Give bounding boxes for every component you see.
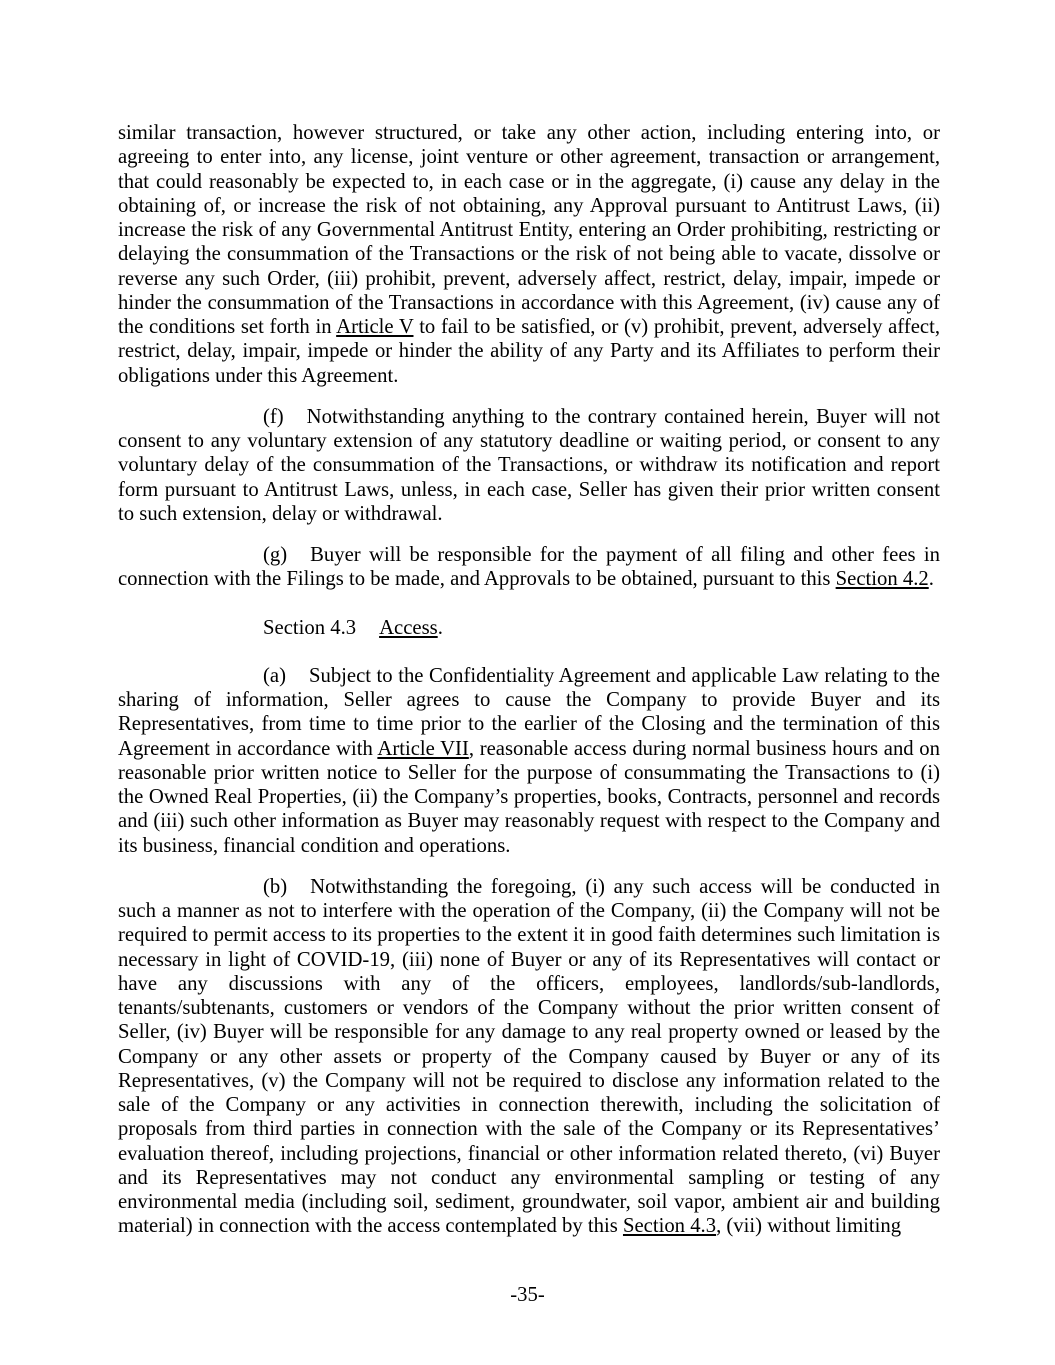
text-run: to fail to be satisfied, or (v) prohibit, prevent, adversely affect, restrict, delay, impair, impede or hinder the ability of any Party and its Affiliates to perform their obligations under this Agreement. [118,316,940,387]
underlined-reference: Article VII [377,737,469,760]
paragraph-f [118,405,940,526]
text-run: Notwithstanding the foregoing, (i) any such access will be conducted in such a manner as not to interfere with the operation of the Company, (ii) the Company will not be required to permit access to its properties to the extent it in good faith determines such limitation is necessary in light of COVID-19, (iii) none of Buyer or any of its Representatives will contact or have any discussions with any of the officers, employees, landlords/sub-landlords, tenants/subtenants, customers or vendors of the Company without the prior written consent of Seller, (iv) Buyer will be responsible for any damage to any real property owned or leased by the Company or any other assets or property of the Company caused by Buyer or any of its Representatives, (v) the Company will not be required to disclose any information related to the sale of the Company or any activities in connection therewith, including the solicitation of proposals from third parties in connection with the sale of the Company or its Representatives’ evaluation thereof, including projections, financial or other information related thereto, (vi) Buyer and its Representatives may not conduct any environmental sampling or testing of any environmental media (including soil, sediment, groundwater, soil vapor, ambient air and building material) in connection with the access contemplated by this [118,875,940,1238]
text-run: , (vii) without limiting [716,1215,902,1238]
paragraph-b [118,875,940,1239]
text-run: (b) [263,875,288,898]
text-run: Section 4.3 [263,616,357,639]
text-run: (f) [263,405,284,428]
text-run: Notwithstanding anything to the contrary contained herein, Buyer will not consent to any voluntary extension of any statutory deadline or waiting period, or consent to any voluntary delay of the consummation of the Transactions, or withdraw its notification and report form pursuant to Antitrust Laws, unless, in each case, Seller has given their prior written consent to such extension, delay or withdrawal. [118,405,940,525]
paragraph-g [118,543,940,592]
underlined-reference: Article V [336,316,414,338]
text-run: , reasonable access during normal business hours and on reasonable prior written notice to Seller for the purpose of consummating the Transactions to (i) the Owned Real Properties, (ii) the Company’s properties, books, Contracts, personnel and records and (iii) such other information as Buyer may reasonably request with respect to the Company and its business, financial condition and operations. [118,737,940,857]
text-run: . [437,616,443,639]
underlined-reference: Access [379,616,438,639]
underlined-reference: Section 4.3 [622,1215,717,1238]
underlined-reference: Section 4.2 [835,568,929,591]
text-run: (a) [263,664,286,687]
paragraph-continuation [118,121,940,388]
text-run: (g) [263,544,288,566]
text-run: Buyer will be responsible for the payment of all filing and other fees in connection with the Filings to be made, and Approvals to be obtained, pursuant to this [118,544,940,591]
text-run: similar transaction, however structured, or take any other action, including entering into, or agreeing to enter into, any license, joint venture or other agreement, transaction or arrangement, that could reasonably be expected to, in each case or in the aggregate, (i) cause any delay in the obtaining of, or increase the risk of not obtaining, any Approval pursuant to Antitrust Laws, (ii) increase the risk of any Governmental Antitrust Entity, entering an Order prohibiting, restricting or delaying the consummation of the Transactions or the risk of not being able to vacate, dissolve or reverse any such Order, (iii) prohibit, prevent, adversely affect, restrict, delay, impair, impede or hinder the consummation of the Transactions in accordance with this Agreement, (iv) cause any of the conditions set forth in [118,122,940,338]
section-heading-4-3 [118,616,940,640]
text-run: . [928,568,934,591]
text-run: Subject to the Confidentiality Agreement and applicable Law relating to the sharing of information, Seller agrees to cause the Company to provide Buyer and its Representatives, from time to time prior to the earlier of the Closing and the termination of this Agreement in accordance with [118,664,940,760]
paragraph-a [118,664,940,858]
page-number: -35- [510,1283,545,1306]
